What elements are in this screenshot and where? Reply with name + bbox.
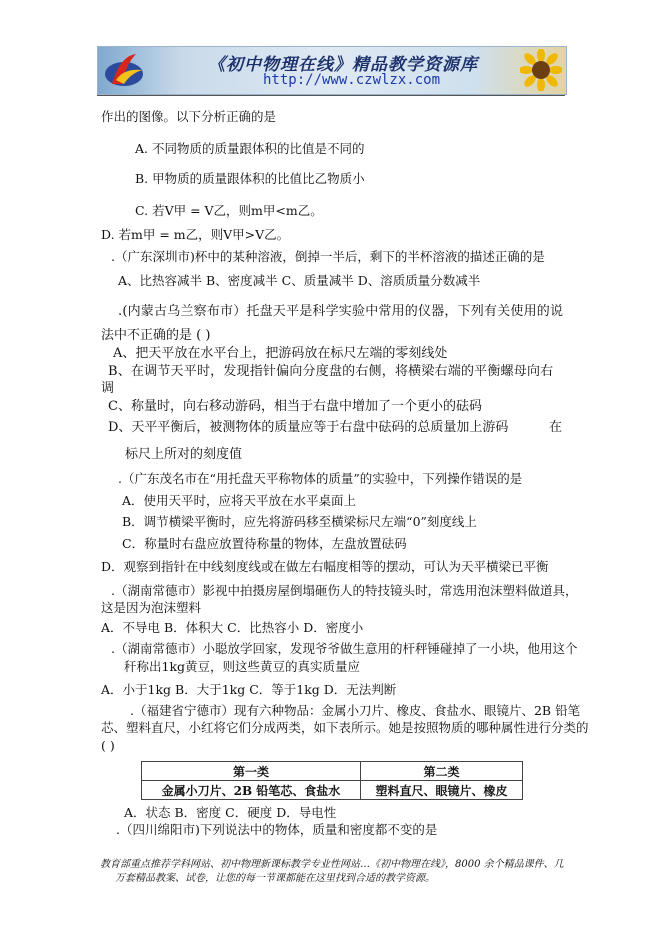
question-text: 芯、塑料直尺，小红将它们分成两类，如下表所示。她是按照物质的哪种属性进行分类的 [101,720,589,735]
question-text: 秆称出1kg黄豆，则这些黄豆的真实质量应 [124,659,361,674]
question-text: 法中不正确的是 ( ) [101,328,211,343]
option-c: C．称量时右盘应放置待称量的物体，左盘放置砝码 [122,536,407,551]
header-url[interactable]: http://www.czwlzx.com [263,72,441,88]
options-line: A、比热容减半 B、密度减半 C、质量减半 D、溶质质量分数减半 [118,273,481,288]
table-cell: 金属小刀片、2B 铅笔芯、食盐水 [142,781,361,800]
option-b: B. 甲物质的质量跟体积的比值比乙物质小 [135,171,365,186]
text-line: 作出的图像。以下分析正确的是 [101,109,277,124]
header-rule [97,95,565,96]
option-c: C. 若V甲 = V乙，则m甲<m乙。 [135,203,323,218]
question-text: .（四川绵阳市)下列说法中的物体，质量和密度都不变的是 [116,822,438,837]
question-text: .(内蒙古乌兰察布市）托盘天平是科学实验中常用的仪器，下列有关使用的说 [118,304,564,319]
question-text: .（湖南常德市）小聪放学回家，发现爷爷做生意用的杆秤锤碰掉了一小块，他用这个 [111,641,578,656]
option-a: A. 不同物质的质量跟体积的比值是不同的 [135,141,365,156]
logo-icon [102,50,146,90]
option-d: D、天平平衡后，被测物体的质量应等于右盘中砝码的总质量加上游码 [108,420,509,435]
question-text: .（湖南常德市）影视中拍摄房屋倒塌砸伤人的特技镜头时，常选用泡沫塑料做道具， [111,583,578,598]
option-b-cont: 调 [101,381,115,396]
option-d: D．观察到指针在中线刻度线或在做左右幅度相等的摆动，可认为天平横梁已平衡 [101,559,549,574]
question-text: .（广东茂名市在“用托盘天平称物体的质量”的实验中，下列操作错误的是 [118,471,523,486]
classification-table [141,761,523,800]
sunflower-icon [520,49,562,91]
footer-line: 教育部重点推荐学科网站、初中物理新课标教学专业性网站…《初中物理在线》，8000 余个精品课件、几 [100,859,564,870]
option-b: B、在调节天平时，发现指针偏向分度盘的右侧，将横梁右端的平衡螺母向右 [108,364,554,379]
footer-line: 万套精品教案、试卷，让您的每一节课都能在这里找到合适的教学资源。 [115,873,435,884]
table-cell: 塑料直尺、眼镜片、橡皮 [360,781,522,800]
options-line: A．状态 B．密度 C．硬度 D．导电性 [124,805,337,820]
question-text: ( ) [101,738,115,753]
option-d: D. 若m甲 = m乙，则V甲>V乙。 [101,227,290,242]
header-title: 《初中物理在线》精品教学资源库 [208,55,478,75]
table-header: 第一类 [142,762,361,781]
options-line: A．小于1kg B．大于1kg C．等于1kg D．无法判断 [101,682,397,697]
table-header: 第二类 [360,762,522,781]
header-banner [97,46,567,95]
options-line: A．不导电 B．体积大 C．比热容小 D．密度小 [101,620,364,635]
option-a: A、把天平放在水平台上，把游码放在标尺左端的零刻线处 [113,346,448,361]
question-text: .（广东深圳市)杯中的某种溶液，倒掉一半后，剩下的半杯溶液的描述正确的是 [111,249,545,264]
option-b: B．调节横梁平衡时，应先将游码移至横梁标尺左端“0”刻度线上 [122,514,477,529]
option-d-cont: 标尺上所对的刻度值 [125,447,243,462]
option-d-cont: 在 [549,420,563,435]
option-a: A．使用天平时，应将天平放在水平桌面上 [122,493,357,508]
option-c: C、称量时，向右移动游码，相当于右盘中增加了一个更小的砝码 [108,399,482,414]
question-text: .（福建省宁德市）现有六种物品：金属小刀片、橡皮、食盐水、眼镜片、2B 铅笔 [130,703,581,718]
question-text: 这是因为泡沫塑料 [101,600,202,615]
